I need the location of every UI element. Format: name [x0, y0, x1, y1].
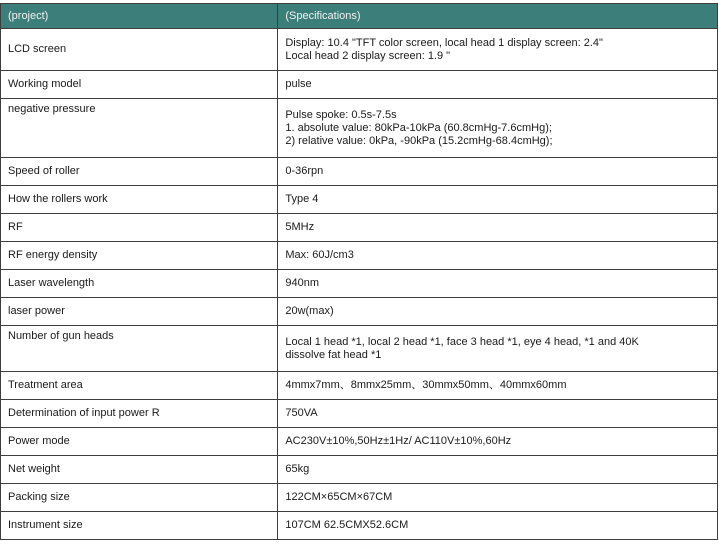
row-label: Net weight [1, 456, 278, 484]
row-label: negative pressure [1, 99, 278, 158]
row-value [278, 29, 718, 71]
specifications-table [0, 3, 718, 540]
row-value: 20w(max) [278, 298, 718, 326]
row-value [278, 99, 718, 158]
row-label: Packing size [1, 484, 278, 512]
row-label: RF energy density [1, 242, 278, 270]
row-label: RF [1, 214, 278, 242]
row-label: LCD screen [1, 29, 278, 71]
table-body [1, 29, 718, 540]
row-value: 750VA [278, 400, 718, 428]
row-value: 107CM 62.5CMX52.6CM [278, 512, 718, 540]
value-line: Display: 10.4 "TFT color screen, local head 1 display screen: 2.4" [285, 36, 603, 49]
table-row [1, 214, 718, 242]
table-row [1, 326, 718, 372]
row-label: Instrument size [1, 512, 278, 540]
table-row [1, 242, 718, 270]
value-line: 1. absolute value: 80kPa-10kPa (60.8cmHg-7.6cmHg); [285, 121, 552, 134]
row-value: 65kg [278, 456, 718, 484]
table-row [1, 512, 718, 540]
row-value: 5MHz [278, 214, 718, 242]
row-label: Speed of roller [1, 158, 278, 186]
row-value: AC230V±10%,50Hz±1Hz/ AC110V±10%,60Hz [278, 428, 718, 456]
table-row [1, 71, 718, 99]
row-value: pulse [278, 71, 718, 99]
row-label: laser power [1, 298, 278, 326]
value-line: Pulse spoke: 0.5s-7.5s [285, 108, 397, 121]
row-value: Type 4 [278, 186, 718, 214]
row-label: Power mode [1, 428, 278, 456]
row-label: Number of gun heads [1, 326, 278, 372]
table-header [1, 4, 718, 29]
header-project: (project) [1, 4, 278, 29]
row-value: Max: 60J/cm3 [278, 242, 718, 270]
table-row [1, 158, 718, 186]
value-line: Local 1 head *1, local 2 head *1, face 3 head *1, eye 4 head, *1 and 40K [285, 335, 639, 348]
value-line: dissolve fat head *1 [285, 348, 382, 361]
table-row [1, 99, 718, 158]
table-row [1, 29, 718, 71]
row-value: 4mmx7mm、8mmx25mm、30mmx50mm、40mmx60mm [278, 372, 718, 400]
row-label: Determination of input power R [1, 400, 278, 428]
header-specifications: (Specifications) [278, 4, 718, 29]
row-label: Laser wavelength [1, 270, 278, 298]
table-row [1, 428, 718, 456]
table-row [1, 186, 718, 214]
row-value: 122CM×65CM×67CM [278, 484, 718, 512]
value-line: Local head 2 display screen: 1.9 " [285, 49, 451, 62]
table-row [1, 400, 718, 428]
table-row [1, 456, 718, 484]
row-value: 0-36rpn [278, 158, 718, 186]
row-value [278, 326, 718, 372]
row-label: Working model [1, 71, 278, 99]
row-label: Treatment area [1, 372, 278, 400]
value-line: 2) relative value: 0kPa, -90kPa (15.2cmHg-68.4cmHg); [285, 134, 553, 147]
table-row [1, 298, 718, 326]
row-value: 940nm [278, 270, 718, 298]
table-row [1, 484, 718, 512]
table-row [1, 372, 718, 400]
table-row [1, 270, 718, 298]
header-row [1, 4, 718, 29]
row-label: How the rollers work [1, 186, 278, 214]
